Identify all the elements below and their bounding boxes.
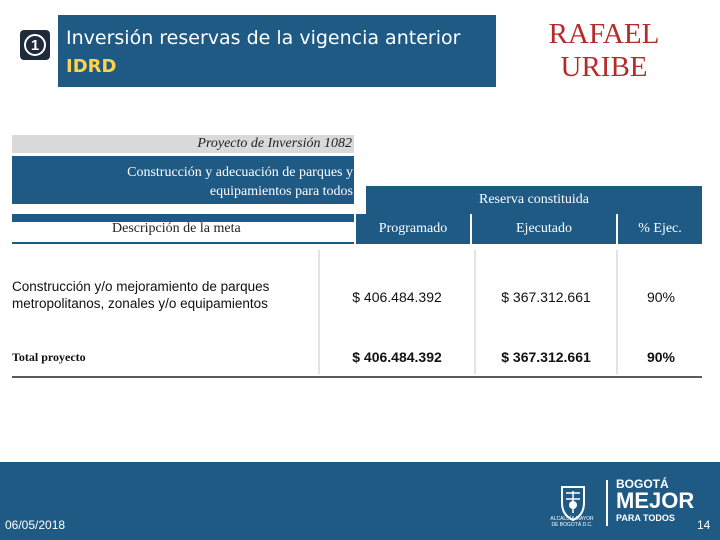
- total-label: Total proyecto: [12, 350, 86, 364]
- ejecutado-column-header: Ejecutado: [516, 221, 572, 236]
- bogota-mejor-logo: [616, 478, 694, 523]
- alcaldia-line-2: DE BOGOTÁ D.C.: [551, 522, 593, 528]
- total-pct: 90%: [646, 349, 676, 365]
- logo-divider: [606, 480, 608, 526]
- meta-description: [12, 278, 312, 312]
- header-banner: [58, 15, 496, 87]
- brand-line-1: BOGOTÁ: [616, 477, 669, 491]
- meta-line-2: metropolitanos, zonales y/o equipamientos: [12, 296, 268, 311]
- locality-line-1: RAFAEL: [548, 18, 660, 50]
- brand-line-2: MEJOR: [616, 488, 695, 513]
- slide-subtitle: IDRD: [66, 56, 117, 77]
- alcaldia-logo-text: [540, 516, 604, 528]
- step-number-badge: [20, 30, 50, 60]
- alcaldia-line-1: ALCALDÍA MAYOR: [550, 516, 594, 522]
- project-name-line-2: equipamientos para todos: [209, 184, 353, 199]
- slide-title: Inversión reservas de la vigencia anterior: [66, 27, 461, 49]
- row-programado: $ 406.484.392: [352, 289, 442, 305]
- project-label: Proyecto de Inversión 1082: [197, 136, 352, 151]
- project-name: [20, 163, 353, 201]
- step-number: 1: [30, 36, 40, 54]
- table-bottom-border: [12, 376, 702, 378]
- footer-date: 06/05/2018: [5, 518, 66, 532]
- row-separator: [318, 250, 320, 374]
- meta-line-1: Construcción y/o mejoramiento de parques: [12, 279, 270, 294]
- row-pct: 90%: [646, 289, 676, 305]
- description-column-header: Descripción de la meta: [112, 221, 241, 236]
- locality-name: [514, 18, 694, 85]
- row-ejecutado: $ 367.312.661: [501, 289, 591, 305]
- pct-column-header: % Ejec.: [638, 221, 682, 236]
- project-name-line-1: Construcción y adecuación de parques y: [127, 165, 353, 180]
- brand-line-3: PARA TODOS: [616, 513, 675, 523]
- footer-bar: [0, 462, 720, 540]
- locality-line-2: URIBE: [560, 51, 648, 84]
- total-programado: $ 406.484.392: [352, 349, 442, 365]
- reserva-header: Reserva constituida: [478, 192, 590, 207]
- programado-column-header: Programado: [378, 221, 448, 236]
- total-ejecutado: $ 367.312.661: [501, 349, 591, 365]
- page-number: 14: [697, 518, 711, 532]
